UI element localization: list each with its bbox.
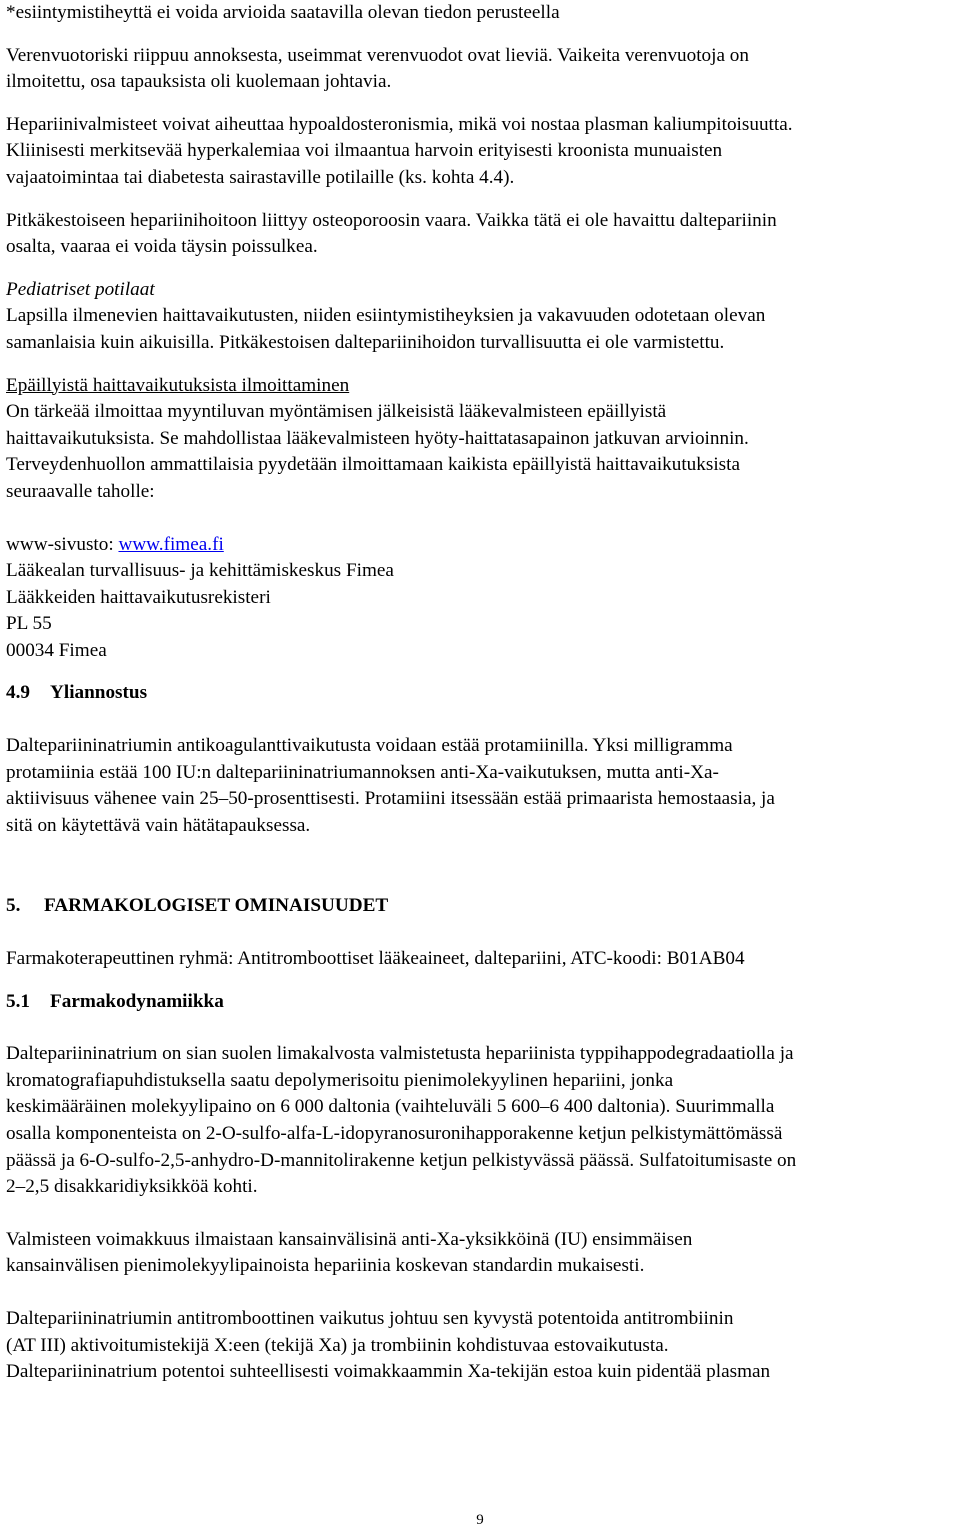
section-4-9-heading: [6, 680, 956, 707]
text-line: seuraavalle taholle:: [6, 480, 155, 502]
text-line: On tärkeää ilmoittaa myyntiluvan myöntämisen jälkeisistä lääkevalmisteen epäillyistä: [6, 401, 667, 423]
pediatric-section: [6, 277, 956, 357]
address-line: PL 55: [6, 613, 52, 635]
text-line: (AT III) aktivoitumistekijä X:een (tekijä Xa) ja trombiinin kohdistuvaa estovaikutusta.: [6, 1334, 669, 1356]
text-line: aktiivisuus vähenee vain 25–50-prosenttisesti. Protamiini itsessään estää primaarista hemostaasia, ja: [6, 788, 775, 810]
text-line: päässä ja 6-O-sulfo-2,5-anhydro-D-mannitolirakenne ketjun pelkistyvässä päässä. Sulfatoitumisaste on: [6, 1149, 797, 1171]
text-line: keskimääräinen molekyylipaino on 6 000 daltonia (vaihteluväli 5 600–6 400 daltonia). Suurimmalla: [6, 1096, 775, 1118]
document-page: [6, 0, 956, 1386]
text-line: Kliinisesti merkitsevää hyperkalemiaa voi ilmaantua harvoin erityisesti kroonista munuaisten: [6, 140, 723, 162]
website-label: www-sivusto:: [6, 533, 119, 555]
pharmacodynamics-paragraph-2: [6, 1227, 956, 1280]
address-line: Lääkkeiden haittavaikutusrekisteri: [6, 586, 271, 608]
text-line: Valmisteen voimakkuus ilmaistaan kansainvälisinä anti-Xa-yksikköinä (IU) ensimmäisen: [6, 1228, 693, 1250]
text-line: Hepariinivalmisteet voivat aiheuttaa hypoaldosteronismia, mikä voi nostaa plasman kaliumpitoisuutta.: [6, 113, 793, 135]
pediatric-heading: Pediatriset potilaat: [6, 278, 155, 300]
text-line: 2–2,5 disakkaridiyksikköä kohti.: [6, 1176, 258, 1198]
text-line: haittavaikutuksista. Se mahdollistaa lääkevalmisteen hyöty-haittatasapainon jatkuvan arvioinnin.: [6, 427, 749, 449]
bleeding-risk-paragraph: [6, 43, 956, 96]
osteoporosis-paragraph: [6, 208, 956, 261]
page-number: 9: [476, 1512, 484, 1528]
section-5-1-heading: [6, 989, 956, 1016]
text-line: Daltepariininatriumin antitromboottinen vaikutus johtuu sen kyvystä potentoida antitrombiinin: [6, 1307, 734, 1329]
text-line: Daltepariininatrium potentoi suhteellisesti voimakkaammin Xa-tekijän estoa kuin pidentää plasman: [6, 1361, 771, 1383]
fimea-link[interactable]: www.fimea.fi: [118, 533, 224, 555]
section-number: 5.1: [6, 990, 30, 1012]
text-line: osalla komponenteista on 2-O-sulfo-alfa-L-idopyranosuronihapporakenne ketjun pelkistymättömässä: [6, 1123, 783, 1144]
overdose-paragraph: [6, 733, 956, 839]
text-line: Terveydenhuollon ammattilaisia pyydetään ilmoittamaan kaikista epäillyistä haittavaikutuksista: [6, 454, 740, 476]
text-line: protamiinia estää 100 IU:n daltepariininatriumannoksen anti-Xa-vaikutuksen, mutta anti-Xa-: [6, 761, 719, 783]
address-line: Lääkealan turvallisuus- ja kehittämiskeskus Fimea: [6, 560, 394, 582]
section-title: Yliannostus: [50, 682, 148, 704]
address-line: 00034 Fimea: [6, 639, 107, 661]
section-number: 5.: [6, 895, 21, 917]
frequency-note: [6, 0, 956, 27]
section-number: 4.9: [6, 682, 30, 704]
text-line: Daltepariininatrium on sian suolen limakalvosta valmistetusta hepariinista typpihappodegradaatiolla ja: [6, 1043, 794, 1065]
pharmacodynamics-paragraph-3: [6, 1306, 956, 1386]
text-line: Farmakoterapeuttinen ryhmä: Antitromboottiset lääkeaineet, daltepariini, ATC-koodi: B01AB04: [6, 948, 745, 970]
pharmacodynamics-paragraph-1: [6, 1041, 956, 1201]
section-title: Farmakodynamiikka: [50, 990, 224, 1012]
text-line: kansainvälisen pienimolekyylipainoista hepariinia koskevan standardin mukaisesti.: [6, 1255, 645, 1277]
hyperkalemia-paragraph: [6, 112, 956, 192]
contact-block: [6, 532, 956, 665]
text-line: osalta, vaaraa ei voida täysin poissulkea.: [6, 236, 318, 258]
text-line: sitä on käytettävä vain hätätapauksessa.: [6, 814, 311, 836]
text-line: *esiintymistiheyttä ei voida arvioida saatavilla olevan tiedon perusteella: [6, 2, 560, 23]
text-line: samanlaisia kuin aikuisilla. Pitkäkestoisen daltepariinihoidon turvallisuutta ei ole varmistettu.: [6, 331, 725, 353]
website-line: [6, 532, 956, 559]
section-5-heading: [6, 893, 956, 920]
text-line: ilmoitettu, osa tapauksista oli kuolemaan johtavia.: [6, 71, 392, 93]
section-title: FARMAKOLOGISET OMINAISUUDET: [44, 895, 389, 917]
text-line: Verenvuotoriski riippuu annoksesta, useimmat verenvuodot ovat lieviä. Vaikeita verenvuotoja on: [6, 44, 749, 66]
text-line: kromatografiapuhdistuksella saatu depolymerisoitu pienimolekyylinen hepariini, jonka: [6, 1069, 674, 1091]
reporting-section: [6, 373, 956, 506]
reporting-heading: Epäillyistä haittavaikutuksista ilmoittaminen: [6, 374, 350, 396]
text-line: Daltepariininatriumin antikoagulanttivaikutusta voidaan estää protamiinilla. Yksi milligramma: [6, 735, 733, 757]
text-line: vajaatoimintaa tai diabetesta sairastaville potilaille (ks. kohta 4.4).: [6, 166, 515, 188]
text-line: Lapsilla ilmenevien haittavaikutusten, niiden esiintymistiheyksien ja vakavuuden odotetaan olevan: [6, 305, 766, 327]
text-line: Pitkäkestoiseen hepariinihoitoon liittyy osteoporoosin vaara. Vaikka tätä ei ole havaittu daltepariinin: [6, 209, 777, 231]
pharmacotherapeutic-group: [6, 946, 956, 973]
